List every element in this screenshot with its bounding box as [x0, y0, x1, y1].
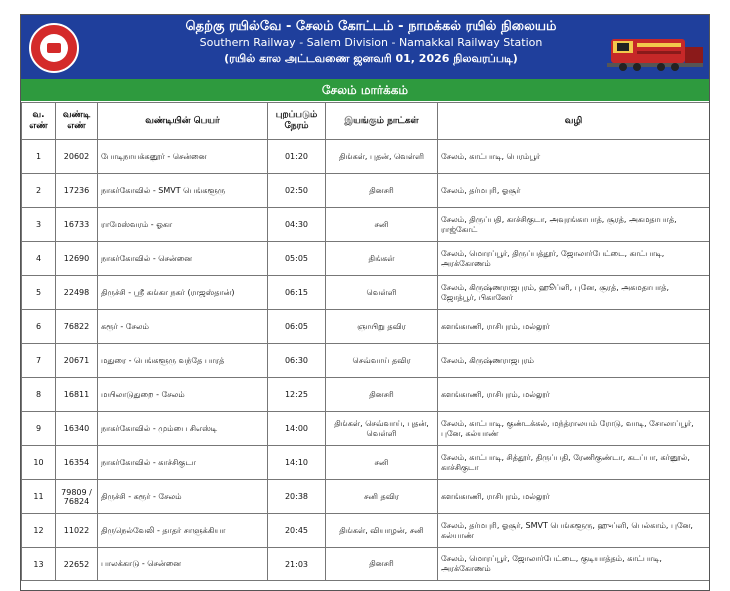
cell-sno: 3	[22, 208, 56, 242]
cell-run-days: சனி	[326, 446, 438, 480]
cell-route: களங்காணி, ராசிபுரம், மல்லூர்	[438, 378, 710, 412]
cell-train-no: 16811	[56, 378, 98, 412]
locomotive-icon	[607, 27, 703, 75]
cell-train-name: கரூர் - சேலம்	[98, 310, 268, 344]
cell-departure-time: 05:05	[268, 242, 326, 276]
cell-train-name: நாகர்கோவில் - மும்பை சிஎஸ்டி	[98, 412, 268, 446]
table-row	[22, 412, 710, 446]
cell-train-name: மயிலாடுதுறை - சேலம்	[98, 378, 268, 412]
table-row	[22, 140, 710, 174]
title-english: Southern Railway - Salem Division - Namakkal Railway Station	[199, 36, 543, 49]
cell-sno: 5	[22, 276, 56, 310]
cell-train-name: நாகர்கோவில் - காச்சிகுடா	[98, 446, 268, 480]
cell-sno: 12	[22, 514, 56, 548]
cell-train-no: 76822	[56, 310, 98, 344]
cell-train-no: 79809 / 76824	[56, 480, 98, 514]
cell-train-no: 16354	[56, 446, 98, 480]
table-row	[22, 242, 710, 276]
cell-run-days: சனி தவிர	[326, 480, 438, 514]
cell-train-no: 16733	[56, 208, 98, 242]
cell-train-name: திருநெல்வேலி - தாதர் சாளுக்கியா	[98, 514, 268, 548]
section-title: சேலம் மார்க்கம்	[21, 79, 709, 101]
table-row	[22, 548, 710, 581]
table-row	[22, 446, 710, 480]
cell-departure-time: 14:00	[268, 412, 326, 446]
cell-route: சேலம், காட்பாடி, குண்டக்கல், மந்த்ராலயம் ரோடு, வாடி, சோலாப்பூர், புனே, கல்யாண்	[438, 412, 710, 446]
col-header-days: இயங்கும் நாட்கள்	[326, 103, 438, 140]
table-row	[22, 480, 710, 514]
cell-sno: 11	[22, 480, 56, 514]
timetable-sheet	[20, 14, 710, 591]
cell-departure-time: 04:30	[268, 208, 326, 242]
cell-run-days: தினசரி	[326, 548, 438, 581]
col-header-route: வழி	[438, 103, 710, 140]
cell-sno: 10	[22, 446, 56, 480]
cell-departure-time: 06:15	[268, 276, 326, 310]
timetable	[21, 102, 710, 581]
title-tamil: தெற்கு ரயில்வே - சேலம் கோட்டம் - நாமக்கல் ரயில் நிலையம்	[185, 19, 557, 34]
railway-logo-icon	[29, 23, 79, 73]
cell-train-no: 22498	[56, 276, 98, 310]
cell-route: களங்காணி, ராசிபுரம், மல்லூர்	[438, 480, 710, 514]
cell-train-no: 16340	[56, 412, 98, 446]
cell-sno: 7	[22, 344, 56, 378]
cell-route: சேலம், தர்மபுரி, ஓசூர்	[438, 174, 710, 208]
cell-train-name: திருச்சி - கரூர் - சேலம்	[98, 480, 268, 514]
table-row	[22, 208, 710, 242]
cell-train-no: 20602	[56, 140, 98, 174]
cell-departure-time: 06:30	[268, 344, 326, 378]
cell-train-no: 11022	[56, 514, 98, 548]
cell-departure-time: 20:45	[268, 514, 326, 548]
cell-sno: 13	[22, 548, 56, 581]
table-row	[22, 276, 710, 310]
cell-route: களங்காணி, ராசிபுரம், மல்லூர்	[438, 310, 710, 344]
cell-departure-time: 14:10	[268, 446, 326, 480]
cell-departure-time: 20:38	[268, 480, 326, 514]
table-row	[22, 174, 710, 208]
col-header-sno: வ. எண்	[22, 103, 56, 140]
cell-run-days: தினசரி	[326, 378, 438, 412]
cell-run-days: திங்கள், புதன், வெள்ளி	[326, 140, 438, 174]
cell-run-days: ஞாயிறு தவிர	[326, 310, 438, 344]
cell-route: சேலம், மொரப்பூர், ஜோலார்பேட்டை, குடியாத்தம், காட்பாடி, அரக்கோணம்	[438, 548, 710, 581]
cell-run-days: தினசரி	[326, 174, 438, 208]
cell-train-name: பாலக்காடு - சென்னை	[98, 548, 268, 581]
table-header-row	[22, 103, 710, 140]
cell-sno: 9	[22, 412, 56, 446]
cell-train-no: 12690	[56, 242, 98, 276]
cell-route: சேலம், கிருஷ்ணராஜபுரம்	[438, 344, 710, 378]
cell-run-days: திங்கள், செவ்வாய், புதன், வெள்ளி	[326, 412, 438, 446]
cell-sno: 8	[22, 378, 56, 412]
cell-departure-time: 02:50	[268, 174, 326, 208]
col-header-train-name: வண்டியின் பெயர்	[98, 103, 268, 140]
table-row	[22, 310, 710, 344]
cell-train-name: ராமேஸ்வரம் - ஓகா	[98, 208, 268, 242]
header-text	[91, 19, 651, 67]
cell-train-name: திருச்சி - ஸ்ரீ கங்கா நகர் (ராஜஸ்தான்)	[98, 276, 268, 310]
cell-train-name: மதுரை - பெங்களூரு வந்தே பாரத்	[98, 344, 268, 378]
col-header-train-no: வண்டி எண்	[56, 103, 98, 140]
cell-departure-time: 21:03	[268, 548, 326, 581]
subtitle-tamil: (ரயில் கால அட்டவணை ஜனவரி 01, 2026 நிலவரப்படி)	[224, 52, 518, 65]
cell-run-days: திங்கள்	[326, 242, 438, 276]
cell-sno: 1	[22, 140, 56, 174]
cell-run-days: செவ்வாய் தவிர	[326, 344, 438, 378]
table-row	[22, 378, 710, 412]
cell-route: சேலம், காட்பாடி, பெரம்பூர்	[438, 140, 710, 174]
cell-departure-time: 06:05	[268, 310, 326, 344]
cell-departure-time: 12:25	[268, 378, 326, 412]
cell-sno: 4	[22, 242, 56, 276]
cell-train-name: போடிநாயக்கனூர் - சென்னை	[98, 140, 268, 174]
cell-route: சேலம், காட்பாடி, சித்தூர், திருப்பதி, ரேணிகுண்டா, கடப்பா, கர்னூல், காச்சிகுடா	[438, 446, 710, 480]
table-row	[22, 514, 710, 548]
table-row	[22, 344, 710, 378]
cell-departure-time: 01:20	[268, 140, 326, 174]
cell-sno: 6	[22, 310, 56, 344]
col-header-departure: புறப்படும் நேரம்	[268, 103, 326, 140]
cell-route: சேலம், மொரப்பூர், திருப்பத்தூர், ஜோலார்பேட்டை, காட்பாடி, அரக்கோணம்	[438, 242, 710, 276]
cell-train-name: நாகர்கோவில் - சென்னை	[98, 242, 268, 276]
cell-train-no: 17236	[56, 174, 98, 208]
cell-train-no: 22652	[56, 548, 98, 581]
cell-run-days: திங்கள், வியாழன், சனி	[326, 514, 438, 548]
cell-train-name: நாகர்கோவில் - SMVT பெங்களூரு	[98, 174, 268, 208]
cell-train-no: 20671	[56, 344, 98, 378]
cell-route: சேலம், தர்மபுரி, ஓசூர், SMVT பெங்களூரு, ஹுப்ளி, பெல்காம், புனே, கல்யாண்	[438, 514, 710, 548]
cell-run-days: வெள்ளி	[326, 276, 438, 310]
cell-route: சேலம், கிருஷ்ணராஜபுரம், ஹூப்ளி, புனே, சூரத், அகமதாபாத், ஜோத்பூர், பிகானேர்	[438, 276, 710, 310]
cell-sno: 2	[22, 174, 56, 208]
cell-run-days: சனி	[326, 208, 438, 242]
header-banner	[21, 15, 709, 79]
cell-route: சேலம், திருப்பதி, காச்சிகுடா, அவுரங்காபாத், சூரத், அகமதாபாத், ராஜ்கோட்	[438, 208, 710, 242]
